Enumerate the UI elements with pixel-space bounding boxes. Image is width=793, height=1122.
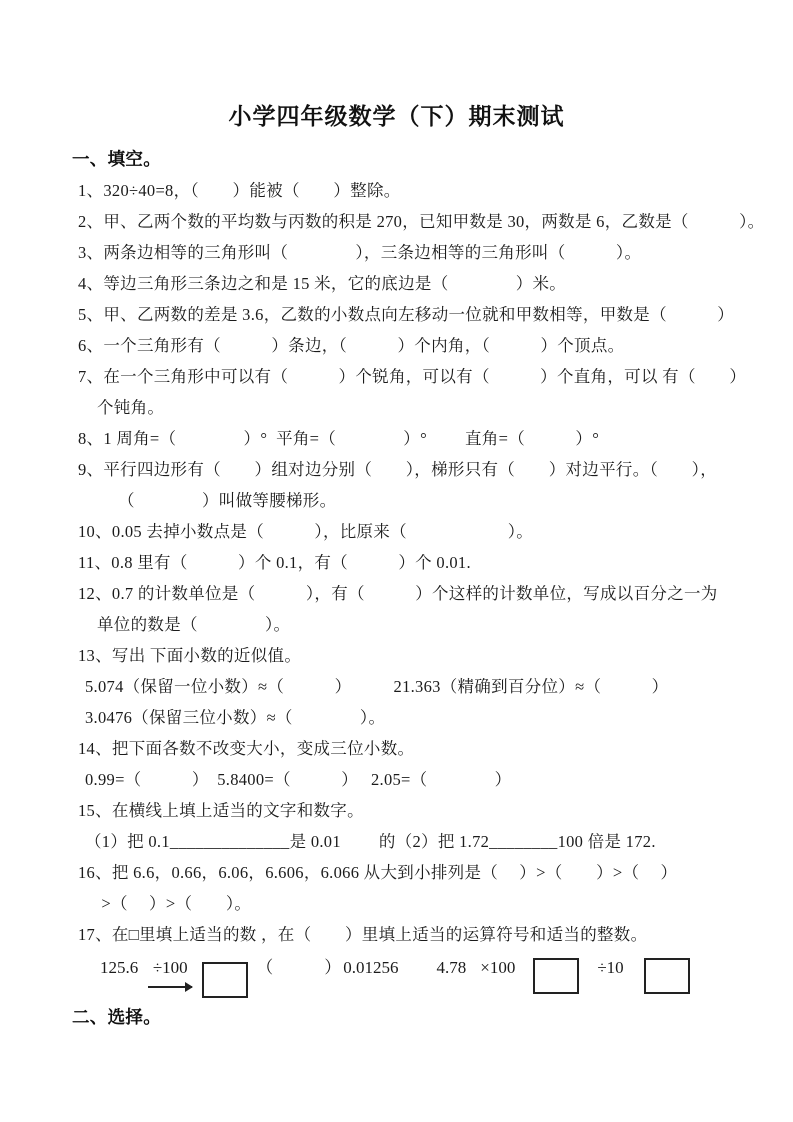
answer-box-3 — [644, 958, 690, 994]
divide-by-100-operation — [148, 956, 192, 988]
question-16-cont: >（ ）>（ ）。 — [97, 894, 252, 913]
divide-by-10-label: ÷10 — [597, 958, 624, 977]
section-choice: 二、选择。 — [72, 1007, 161, 1027]
question-2: 2、甲、乙两个数的平均数与丙数的积是 270，已知甲数是 30，两数是 6，乙数是（ ）。 — [78, 212, 765, 231]
question-8: 8、1 周角=（ ）° 平角=（ ）° 直角=（ ）° — [78, 429, 600, 448]
question-16: 16、把 6.6，0.66，6.06，6.606，6.066 从大到小排列是（ ）>（ ）>（ ） — [78, 863, 678, 882]
divide-by-100-label: ÷100 — [152, 958, 188, 977]
operand-text: 125.6 — [100, 958, 139, 977]
question-15: 15、在横线上填上适当的文字和数字。 — [78, 801, 364, 820]
answer-box-2 — [533, 958, 579, 994]
equation-row — [0, 956, 793, 1002]
paren-blank: （ ） — [256, 958, 342, 977]
section-fill: 一、填空。 — [72, 149, 161, 169]
question-7: 7、在一个三角形中可以有（ ）个锐角，可以有（ ）个直角，可以 有（ ） — [78, 367, 747, 386]
question-11: 11、0.8 里有（ ）个 0.1，有（ ）个 0.01. — [78, 553, 471, 572]
question-12-cont: 单位的数是（ ）。 — [97, 615, 291, 634]
question-13-sub2: 3.0476（保留三位小数）≈（ ）。 — [85, 708, 386, 727]
question-3: 3、两条边相等的三角形叫（ ），三条边相等的三角形叫（ ）。 — [78, 243, 642, 262]
answer-box-1 — [202, 962, 248, 998]
question-6: 6、一个三角形有（ ）条边，（ ）个内角，（ ）个顶点。 — [78, 336, 625, 355]
question-9: 9、平行四边形有（ ）组对边分别（ ），梯形只有（ ）对边平行。（ ）， — [78, 460, 717, 479]
page-title: 小学四年级数学（下）期末测试 — [228, 103, 565, 129]
question-14: 14、把下面各数不改变大小，变成三位小数。 — [78, 739, 415, 758]
multiply-by-100-label: ×100 — [480, 958, 516, 977]
question-7-cont: 个钝角。 — [97, 398, 165, 417]
question-4: 4、等边三角形三条边之和是 15 米，它的底边是（ ）米。 — [78, 274, 567, 293]
question-9-cont: （ ）叫做等腰梯形。 — [118, 491, 337, 510]
question-14-sub: 0.99=（ ） 5.8400=（ ） 2.05=（ ） — [85, 770, 512, 789]
result-text: 0.01256 — [343, 958, 399, 977]
question-15-sub: （1）把 0.1______________是 0.01 的（2）把 1.72________100 倍是 172. — [85, 832, 656, 851]
question-12: 12、0.7 的计数单位是（ ），有（ ）个这样的计数单位，写成以百分之一为 — [78, 584, 718, 603]
question-5: 5、甲、乙两数的差是 3.6，乙数的小数点向左移动一位就和甲数相等，甲数是（ ） — [78, 305, 735, 324]
question-13: 13、写出 下面小数的近似值。 — [78, 646, 302, 665]
question-1: 1、320÷40=8，（ ）能被（ ）整除。 — [78, 181, 401, 200]
document-body-after — [0, 1002, 793, 1033]
operand2-text: 4.78 — [436, 958, 467, 977]
document-body — [0, 144, 793, 950]
question-13-sub1: 5.074（保留一位小数）≈（ ） 21.363（精确到百分位）≈（ ） — [85, 677, 669, 696]
question-17: 17、在□里填上适当的数 ，在（ ）里填上适当的运算符号和适当的整数。 — [78, 925, 648, 944]
arrow-right-icon — [148, 986, 192, 988]
question-10: 10、0.05 去掉小数点是（ ），比原来（ ）。 — [78, 522, 534, 541]
